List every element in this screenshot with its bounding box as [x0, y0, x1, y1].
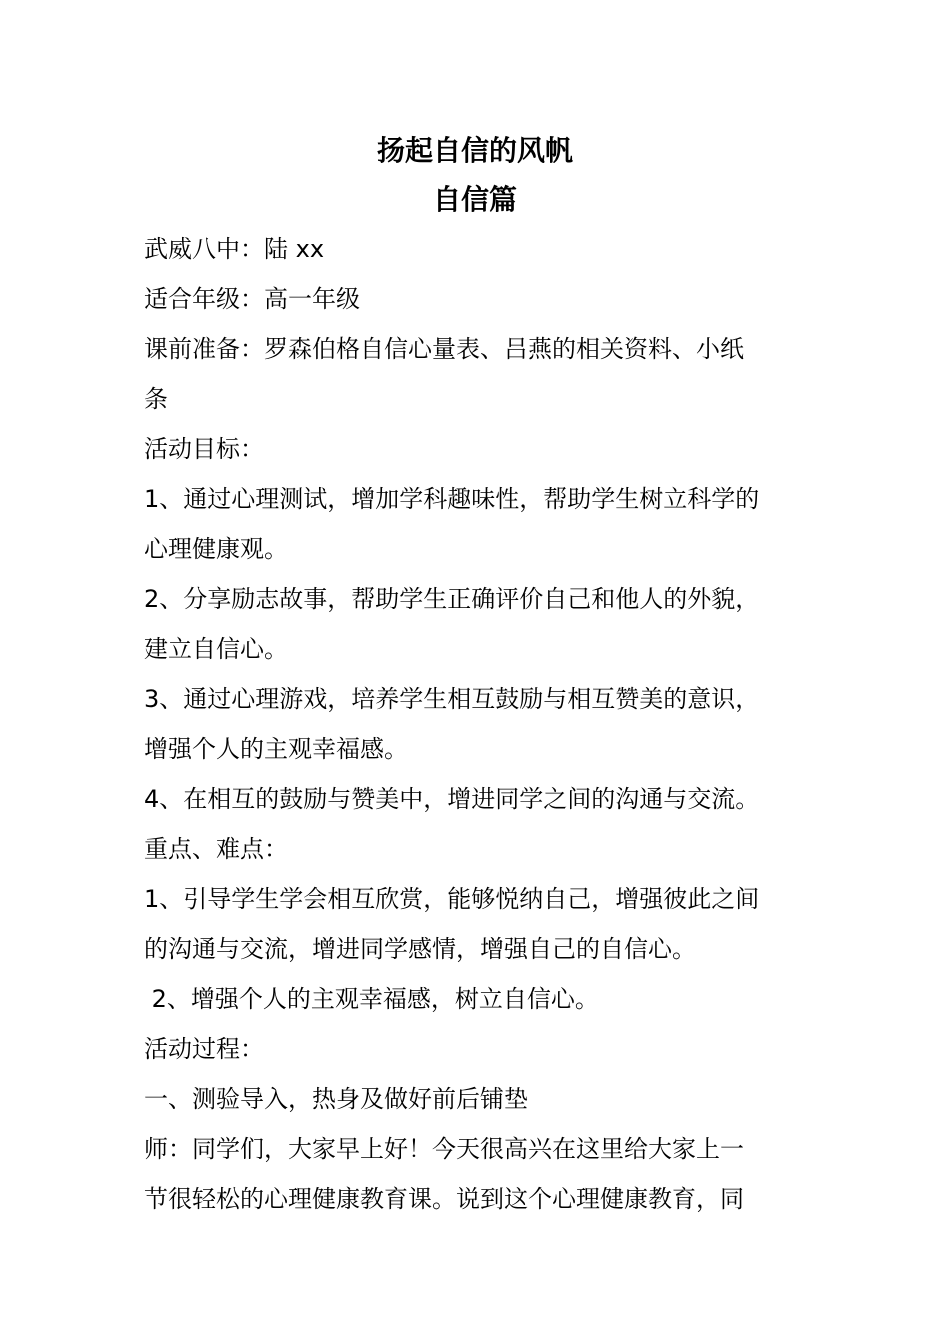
- paragraph-line: 2、分享励志故事，帮助学生正确评价自己和他人的外貌，: [144, 585, 760, 613]
- section-heading-key-points: 重点、难点：: [144, 835, 288, 863]
- paragraph-line: 3、通过心理游戏，培养学生相互鼓励与相互赞美的意识，: [144, 685, 760, 713]
- paragraph-line: 师：同学们，大家早上好！今天很高兴在这里给大家上一: [144, 1135, 744, 1163]
- preparation-line: 课前准备：罗森伯格自信心量表、吕燕的相关资料、小纸: [144, 335, 744, 363]
- paragraph-line: 4、在相互的鼓励与赞美中，增进同学之间的沟通与交流。: [144, 785, 760, 813]
- document-subtitle: 自信篇: [432, 183, 517, 216]
- paragraph-line: 2、增强个人的主观幸福感，树立自信心。: [144, 985, 599, 1013]
- paragraph-line: 节很轻松的心理健康教育课。说到这个心理健康教育，同: [144, 1185, 744, 1213]
- preparation-line-cont: 条: [144, 385, 168, 413]
- document-title: 扬起自信的风帆: [376, 134, 573, 167]
- paragraph-line: 1、通过心理测试，增加学科趣味性，帮助学生树立科学的: [144, 485, 760, 513]
- section-heading-process: 活动过程：: [144, 1035, 264, 1063]
- section-heading-goals: 活动目标：: [144, 435, 264, 463]
- grade-line: 适合年级：高一年级: [144, 285, 360, 313]
- paragraph-line: 建立自信心。: [144, 635, 288, 663]
- paragraph-line: 的沟通与交流，增进同学感情，增强自己的自信心。: [144, 935, 696, 963]
- paragraph-line: 1、引导学生学会相互欣赏，能够悦纳自己，增强彼此之间: [144, 885, 760, 913]
- paragraph-line: 心理健康观。: [144, 535, 288, 563]
- author-line: 武威八中：陆 xx: [144, 235, 325, 263]
- paragraph-line: 增强个人的主观幸福感。: [144, 735, 408, 763]
- paragraph-line: 一、测验导入，热身及做好前后铺垫: [144, 1085, 528, 1113]
